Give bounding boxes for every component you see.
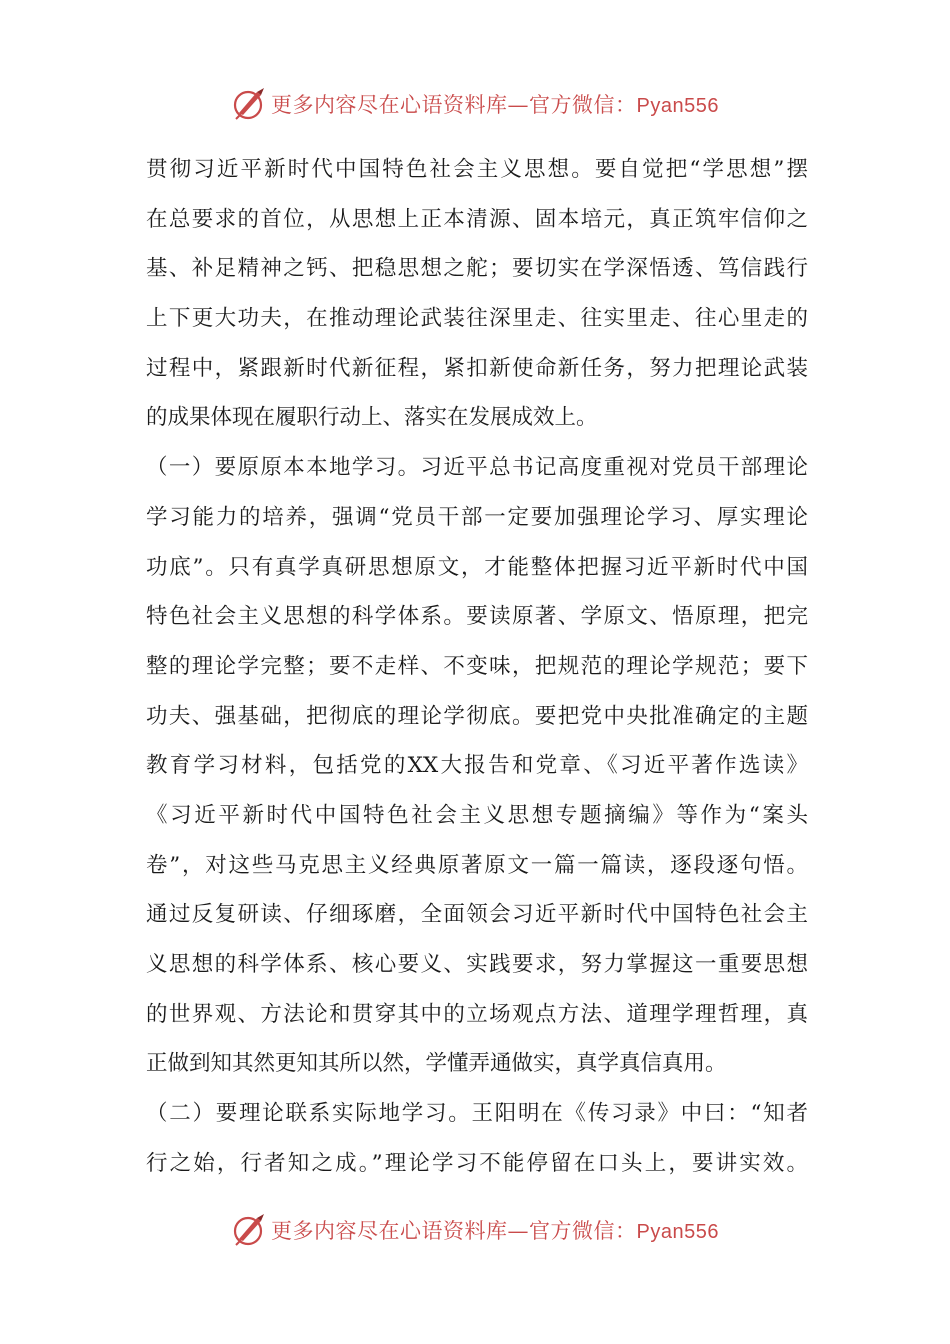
body-text-line: 教育学习材料，包括党的XX大报告和党章、《习近平著作选读》 [146,753,808,779]
body-text-line: 特色社会主义思想的科学体系。要读原著、学原文、悟原理，把完 [146,604,808,630]
watermark-text [271,1215,719,1245]
footer-watermark-banner [0,1208,950,1252]
quill-pen-circle-icon [231,1212,267,1248]
body-text-line: 正做到知其然更知其所以然，学懂弄通做实，真学真信真用。 [146,1051,727,1077]
body-text-line: （二）要理论联系实际地学习。王阳明在《传习录》中曰：“知者 [146,1101,808,1127]
body-text-line: 通过反复研读、仔细琢磨，全面领会习近平新时代中国特色社会主 [146,902,808,928]
body-text-line: 功夫、强基础，把彻底的理论学彻底。要把党中央批准确定的主题 [146,703,808,729]
wechat-handle: Pyan556 [636,95,719,117]
watermark-text [271,89,719,119]
body-text-line: 义思想的科学体系、核心要义、实践要求，努力掌握这一重要思想 [146,952,808,977]
body-text-line: 基、补足精神之钙、把稳思想之舵；要切实在学深悟透、笃信践行 [146,256,808,282]
body-text-line: 的成果体现在履职行动上、落实在发展成效上。 [146,405,598,431]
body-text-line: 贯彻习近平新时代中国特色社会主义思想。要自觉把“学思想”摆 [146,157,808,182]
body-text-line: 上下更大功夫，在推动理论武装往深里走、往实里走、往心里走的 [146,306,808,332]
body-text-line: 功底”。只有真学真研思想原文，才能整体把握习近平新时代中国 [146,554,808,580]
body-text-line: 的世界观、方法论和贯穿其中的立场观点方法、道理学理哲理，真 [146,1001,808,1027]
watermark-prefix: 更多内容尽在心语资料库—官方微信： [271,1219,637,1243]
body-text-line: 行之始，行者知之成。”理论学习不能停留在口头上，要讲实效。 [146,1150,808,1176]
body-text-line: 整的理论学完整；要不走样、不变味，把规范的理论学规范；要下 [146,653,808,679]
body-text-line: 卷”，对这些马克思主义经典原著原文一篇一篇读，逐段逐句悟。 [146,852,808,878]
body-text-line: 《习近平新时代中国特色社会主义思想专题摘编》等作为“案头 [146,802,808,828]
document-body [146,145,808,1188]
body-text-line: （一）要原原本本地学习。习近平总书记高度重视对党员干部理论 [146,455,808,481]
body-text-line: 在总要求的首位，从思想上正本清源、固本培元，真正筑牢信仰之 [146,206,808,232]
wechat-handle: Pyan556 [636,1221,719,1243]
watermark-prefix: 更多内容尽在心语资料库—官方微信： [271,93,637,117]
quill-pen-circle-icon [231,86,267,122]
body-text-line: 过程中，紧跟新时代新征程，紧扣新使命新任务，努力把理论武装 [146,355,808,381]
body-text-line: 学习能力的培养，强调“党员干部一定要加强理论学习、厚实理论 [146,504,808,530]
header-watermark-banner [0,82,950,126]
